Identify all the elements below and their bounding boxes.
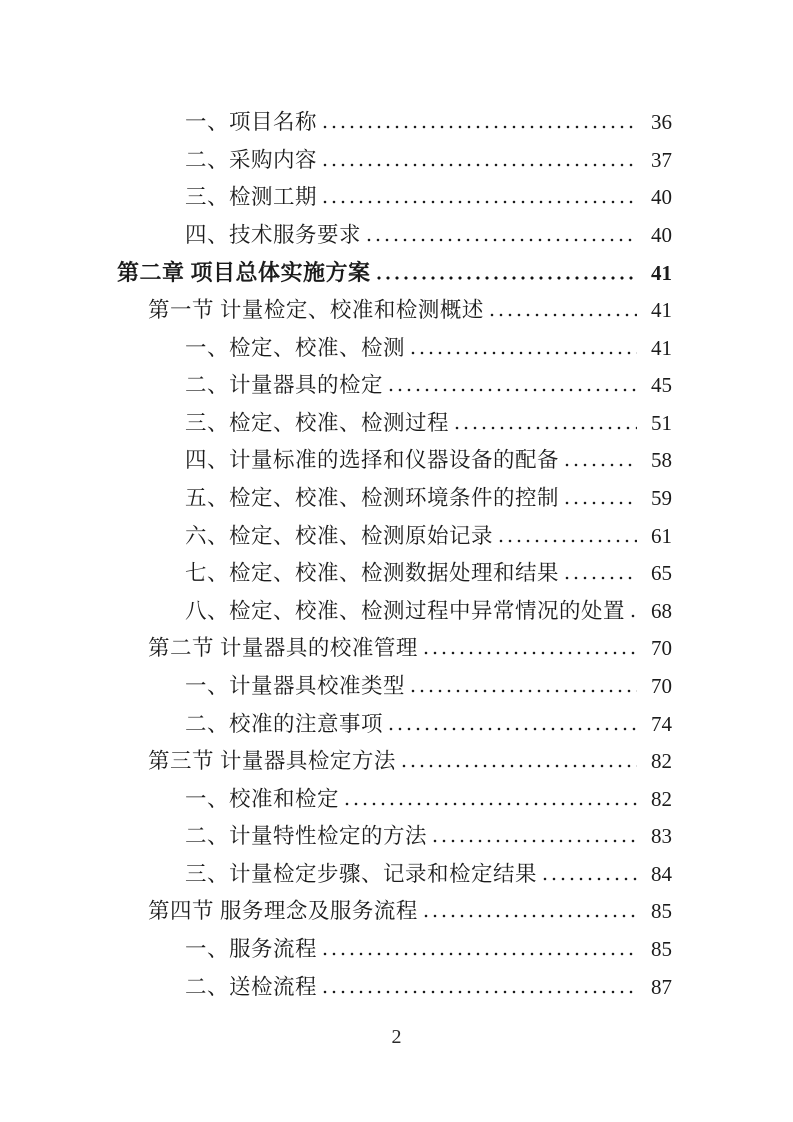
toc-entry-label: 二、送检流程 [185, 974, 318, 999]
toc-entry-page: 82 [651, 786, 672, 811]
toc-entry-page: 65 [651, 561, 672, 586]
dot-leader [323, 952, 637, 956]
dot-leader [565, 463, 637, 467]
toc-entry[interactable] [0, 893, 793, 931]
toc-entry-label: 四、计量标准的选择和仪器设备的配备 [185, 448, 560, 473]
toc-entry[interactable] [0, 254, 793, 292]
toc-entry-page: 87 [651, 974, 672, 999]
toc-entry-page: 74 [651, 711, 672, 736]
toc-entry-page: 40 [651, 185, 672, 210]
dot-leader [345, 802, 637, 806]
toc-entry-page: 37 [651, 147, 672, 172]
dot-leader [389, 727, 637, 731]
dot-leader [402, 764, 637, 768]
dot-leader [323, 200, 637, 204]
toc-entry-label: 五、检定、校准、检测环境条件的控制 [185, 485, 560, 510]
toc-entry-label: 一、检定、校准、检测 [185, 335, 406, 360]
toc-entry-label: 三、计量检定步骤、记录和检定结果 [185, 861, 538, 886]
dot-leader [490, 313, 637, 317]
dot-leader [565, 501, 637, 505]
page-footer [0, 1024, 793, 1050]
toc-entry[interactable] [0, 405, 793, 443]
toc-entry-page: 61 [651, 523, 672, 548]
toc-entry[interactable] [0, 818, 793, 856]
toc-entry[interactable] [0, 781, 793, 819]
toc-entry-page: 41 [651, 261, 672, 286]
toc-entry-page: 84 [651, 861, 672, 886]
dot-leader [455, 426, 637, 430]
toc-entry-label: 二、计量特性检定的方法 [185, 824, 428, 849]
dot-leader [631, 614, 637, 618]
toc-entry[interactable] [0, 668, 793, 706]
dot-leader [377, 276, 637, 280]
toc-entry-page: 58 [651, 448, 672, 473]
toc-entry-label: 三、检测工期 [185, 185, 318, 210]
toc-entry-page: 68 [651, 598, 672, 623]
toc-entry-page: 85 [651, 899, 672, 924]
toc-entry[interactable] [0, 969, 793, 1007]
toc-entry[interactable] [0, 518, 793, 556]
toc-entry-page: 70 [651, 636, 672, 661]
toc-entry-page: 51 [651, 410, 672, 435]
dot-leader [323, 125, 637, 129]
toc-entry-label: 二、采购内容 [185, 147, 318, 172]
toc-entry[interactable] [0, 292, 793, 330]
dot-leader [367, 238, 637, 242]
toc-entry-label: 三、检定、校准、检测过程 [185, 410, 450, 435]
toc-entry-label: 第二章 项目总体实施方案 [117, 260, 371, 286]
dot-leader [433, 839, 637, 843]
toc-entry-page: 41 [651, 335, 672, 360]
toc-entry[interactable] [0, 480, 793, 518]
toc-entry[interactable] [0, 330, 793, 368]
page-number: 2 [391, 1026, 402, 1048]
toc-entry-page: 45 [651, 373, 672, 398]
toc-entry[interactable] [0, 179, 793, 217]
toc-entry-page: 59 [651, 485, 672, 510]
dot-leader [424, 651, 637, 655]
toc-entry[interactable] [0, 856, 793, 894]
toc-entry[interactable] [0, 104, 793, 142]
toc-entry[interactable] [0, 593, 793, 631]
toc-entry-label: 一、校准和检定 [185, 786, 340, 811]
toc-entry[interactable] [0, 706, 793, 744]
dot-leader [323, 990, 637, 994]
toc-entry[interactable] [0, 442, 793, 480]
toc-entry-label: 一、服务流程 [185, 937, 318, 962]
toc-entry[interactable] [0, 217, 793, 255]
toc-entry-page: 82 [651, 749, 672, 774]
toc-entry[interactable] [0, 367, 793, 405]
toc-entry-label: 六、检定、校准、检测原始记录 [185, 523, 494, 548]
dot-leader [543, 877, 637, 881]
dot-leader [499, 539, 637, 543]
toc-entry-label: 二、计量器具的检定 [185, 373, 384, 398]
toc-entry-label: 一、项目名称 [185, 110, 318, 134]
dot-leader [389, 388, 637, 392]
toc-entry[interactable] [0, 931, 793, 969]
toc-entry-label: 二、校准的注意事项 [185, 711, 384, 736]
table-of-contents [0, 104, 793, 1006]
toc-entry-label: 第二节 计量器具的校准管理 [148, 636, 418, 661]
toc-entry-label: 第一节 计量检定、校准和检测概述 [148, 297, 484, 322]
toc-entry[interactable] [0, 743, 793, 781]
toc-entry-label: 一、计量器具校准类型 [185, 673, 406, 698]
dot-leader [411, 689, 637, 693]
dot-leader [565, 576, 637, 580]
toc-entry[interactable] [0, 555, 793, 593]
dot-leader [424, 914, 637, 918]
toc-entry-label: 第四节 服务理念及服务流程 [148, 899, 418, 924]
toc-entry-page: 36 [651, 110, 672, 134]
toc-entry-page: 70 [651, 673, 672, 698]
toc-entry-label: 四、技术服务要求 [185, 222, 362, 247]
dot-leader [411, 351, 637, 355]
toc-entry-page: 83 [651, 824, 672, 849]
toc-entry-label: 第三节 计量器具检定方法 [148, 749, 396, 774]
toc-entry-page: 40 [651, 222, 672, 247]
toc-entry-label: 八、检定、校准、检测过程中异常情况的处置 [185, 598, 626, 623]
toc-entry[interactable] [0, 142, 793, 180]
toc-entry-page: 85 [651, 937, 672, 962]
toc-entry[interactable] [0, 630, 793, 668]
dot-leader [323, 163, 637, 167]
toc-entry-page: 41 [651, 297, 672, 322]
toc-entry-label: 七、检定、校准、检测数据处理和结果 [185, 561, 560, 586]
